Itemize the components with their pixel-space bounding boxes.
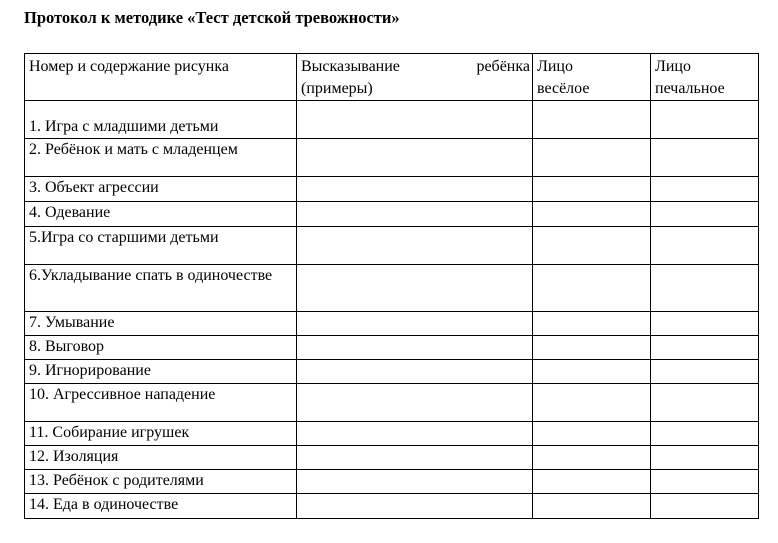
sad-face-cell [651,384,759,422]
happy-face-cell [533,470,651,494]
sad-face-cell [651,470,759,494]
happy-face-cell [533,101,651,139]
happy-face-cell [533,384,651,422]
header-happy-face-line2: весёлое [537,80,590,97]
row-label: 8. Выговор [25,336,297,360]
sad-face-cell [651,336,759,360]
header-child-statement-word2: ребёнка [476,58,530,75]
happy-face-cell [533,139,651,177]
row-label: 13. Ребёнок с родителями [25,470,297,494]
happy-face-cell [533,494,651,519]
row-label: 14. Еда в одиночестве [25,494,297,519]
document-title: Протокол к методике «Тест детской тревожности» [24,8,400,27]
header-sad-face [651,54,759,101]
sad-face-cell [651,312,759,336]
sad-face-cell [651,227,759,265]
table-row [25,202,759,227]
happy-face-cell [533,446,651,470]
statement-cell [297,494,533,519]
table-row [25,312,759,336]
row-label: 9. Игнорирование [25,360,297,384]
statement-cell [297,446,533,470]
sad-face-cell [651,202,759,227]
table-row [25,384,759,422]
statement-cell [297,139,533,177]
happy-face-cell [533,360,651,384]
sad-face-cell [651,265,759,312]
row-label: 1. Игра с младшими детьми [25,101,297,139]
sad-face-cell [651,422,759,446]
header-picture-number-content [25,54,297,101]
table-row [25,177,759,202]
row-label: 2. Ребёнок и мать с младенцем [25,139,297,177]
statement-cell [297,227,533,265]
table-row [25,446,759,470]
table-row [25,360,759,384]
statement-cell [297,312,533,336]
header-child-statement-word1: Высказывание [301,58,400,75]
header-happy-face [533,54,651,101]
statement-cell [297,470,533,494]
protocol-table [24,53,759,519]
happy-face-cell [533,312,651,336]
row-label: 11. Собирание игрушек [25,422,297,446]
table-row [25,227,759,265]
table-header-row [25,54,759,101]
happy-face-cell [533,177,651,202]
statement-cell [297,101,533,139]
table-row [25,470,759,494]
happy-face-cell [533,265,651,312]
header-picture-number-content-label: Номер и содержание рисунка [29,58,229,75]
statement-cell [297,336,533,360]
header-child-statement-line1 [301,56,532,78]
row-label: 7. Умывание [25,312,297,336]
row-label: 12. Изоляция [25,446,297,470]
table-row [25,422,759,446]
row-label: 5.Игра со старшими детьми [25,227,297,265]
row-label: 10. Агрессивное нападение [25,384,297,422]
sad-face-cell [651,101,759,139]
statement-cell [297,360,533,384]
statement-cell [297,384,533,422]
sad-face-cell [651,360,759,384]
statement-cell [297,202,533,227]
row-label: 3. Объект агрессии [25,177,297,202]
table-row [25,494,759,519]
row-label: 4. Одевание [25,202,297,227]
sad-face-cell [651,446,759,470]
header-child-statement [297,54,533,101]
sad-face-cell [651,177,759,202]
header-sad-face-line1: Лицо [655,58,691,75]
sad-face-cell [651,494,759,519]
happy-face-cell [533,422,651,446]
table-row [25,101,759,139]
header-child-statement-line2: (примеры) [301,80,373,97]
statement-cell [297,177,533,202]
row-label: 6.Укладывание спать в одиночестве [25,265,297,312]
sad-face-cell [651,139,759,177]
happy-face-cell [533,227,651,265]
header-sad-face-line2: печальное [655,80,725,97]
happy-face-cell [533,336,651,360]
table-row [25,265,759,312]
table-row [25,139,759,177]
statement-cell [297,265,533,312]
happy-face-cell [533,202,651,227]
header-happy-face-line1: Лицо [537,58,573,75]
table-row [25,336,759,360]
statement-cell [297,422,533,446]
